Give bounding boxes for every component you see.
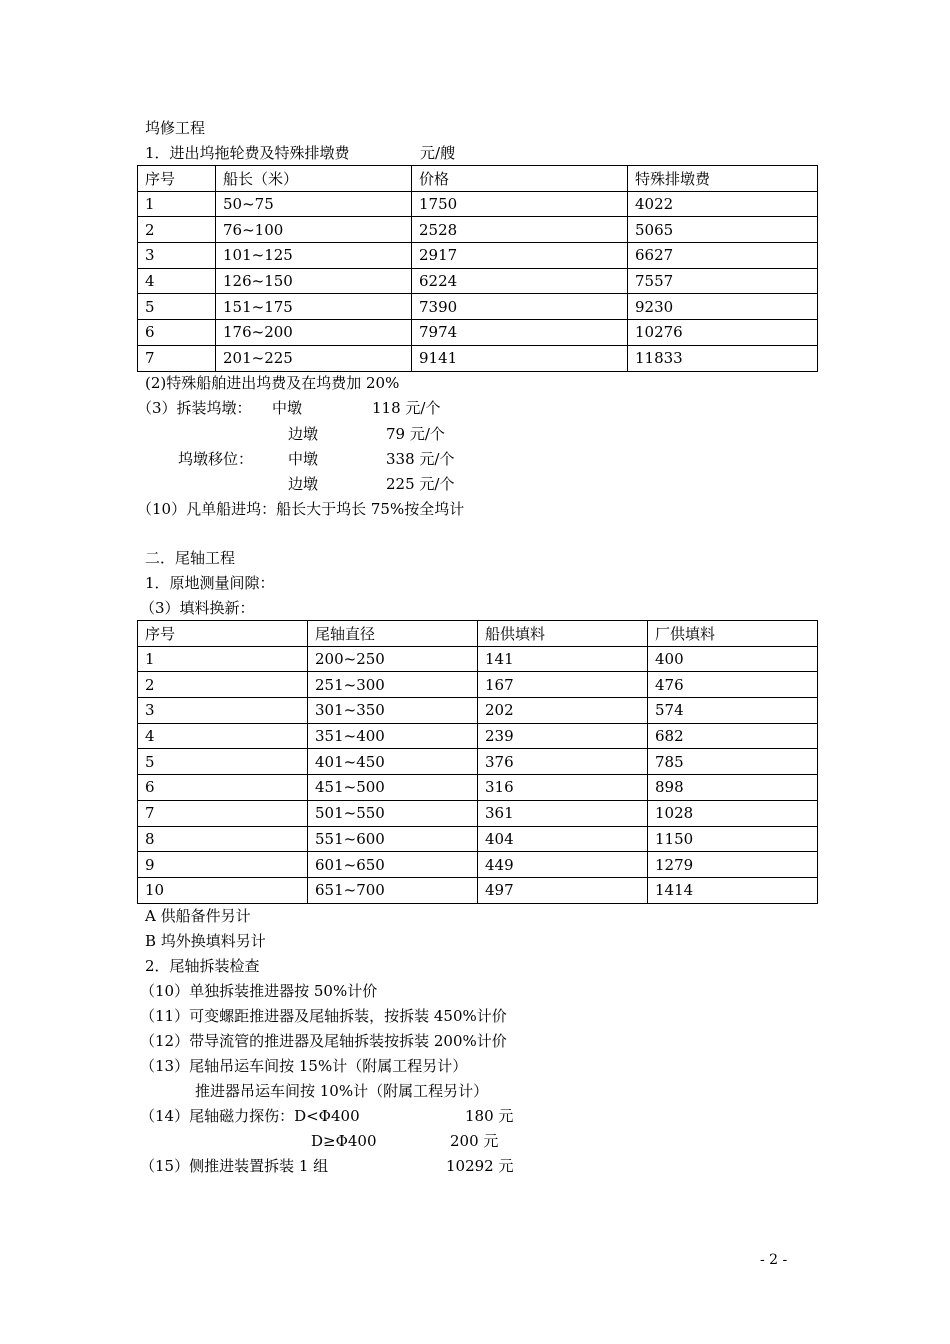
dock-fee-table-cell: 9141 bbox=[412, 345, 628, 371]
packing-table-row bbox=[138, 698, 818, 724]
packing-table-row bbox=[138, 749, 818, 775]
packing-table-header-cell: 厂供填料 bbox=[648, 621, 818, 647]
side-block-price: 79 元/个 bbox=[386, 425, 445, 443]
packing-table-cell: 449 bbox=[478, 852, 648, 878]
dock-fee-table-row bbox=[138, 345, 818, 371]
packing-table-cell: 141 bbox=[478, 646, 648, 672]
packing-table-cell: 651~700 bbox=[308, 877, 478, 903]
item2-note-10: （10）单独拆装推进器按 50%计价 bbox=[140, 982, 378, 1000]
dock-fee-table-header-cell: 价格 bbox=[412, 166, 628, 192]
dock-fee-table-header-cell: 船长（米） bbox=[216, 166, 412, 192]
dock-fee-table-cell: 11833 bbox=[628, 345, 818, 371]
packing-table-cell: 4 bbox=[138, 723, 308, 749]
note14-price1: 180 元 bbox=[465, 1107, 514, 1125]
dock-fee-table-cell: 7 bbox=[138, 345, 216, 371]
packing-table-cell: 497 bbox=[478, 877, 648, 903]
item2-note-13b: 推进器吊运车间按 10%计（附属工程另计） bbox=[195, 1082, 489, 1100]
packing-table-cell: 6 bbox=[138, 775, 308, 801]
block-move-label: 坞墩移位： bbox=[178, 450, 254, 468]
dock-fee-table-row bbox=[138, 268, 818, 294]
packing-table-cell: 2 bbox=[138, 672, 308, 698]
item2-note-12: （12）带导流管的推进器及尾轴拆装按拆装 200%计价 bbox=[140, 1032, 507, 1050]
packing-table-row bbox=[138, 826, 818, 852]
dock-fee-table-cell: 76~100 bbox=[216, 217, 412, 243]
section-heading-dock-repair: 坞修工程 bbox=[145, 119, 206, 137]
note-special-ships: (2)特殊船舶进出坞费及在坞费加 20% bbox=[145, 374, 400, 392]
dock-fee-table-cell: 201~225 bbox=[216, 345, 412, 371]
dock-fee-table-cell: 6224 bbox=[412, 268, 628, 294]
dock-fee-table-cell: 7974 bbox=[412, 320, 628, 346]
packing-table-cell: 401~450 bbox=[308, 749, 478, 775]
packing-table-row bbox=[138, 800, 818, 826]
dock-fee-table-cell: 126~150 bbox=[216, 268, 412, 294]
dock-fee-table-cell: 7390 bbox=[412, 294, 628, 320]
dock-fee-table-row bbox=[138, 320, 818, 346]
packing-table-header-cell: 序号 bbox=[138, 621, 308, 647]
note15-label: （15）侧推进装置拆装 1 组 bbox=[140, 1157, 329, 1175]
dock-fee-table-cell: 2917 bbox=[412, 243, 628, 269]
packing-table-cell: 8 bbox=[138, 826, 308, 852]
note-b: B 坞外换填料另计 bbox=[145, 932, 266, 950]
item2-note-13: （13）尾轴吊运车间按 15%计（附属工程另计） bbox=[140, 1057, 468, 1075]
mid-block-price: 118 元/个 bbox=[372, 399, 441, 417]
packing-table-cell: 361 bbox=[478, 800, 648, 826]
mid-block-label: 中墩 bbox=[272, 399, 303, 417]
dock-fee-table-header-cell: 序号 bbox=[138, 166, 216, 192]
note-a: A 供船备件另计 bbox=[145, 907, 251, 925]
packing-table-cell: 476 bbox=[648, 672, 818, 698]
dock-fee-table-row bbox=[138, 243, 818, 269]
note14-price2: 200 元 bbox=[450, 1132, 499, 1150]
packing-table-cell: 301~350 bbox=[308, 698, 478, 724]
dock-fee-table-cell: 5 bbox=[138, 294, 216, 320]
packing-table-cell: 251~300 bbox=[308, 672, 478, 698]
packing-table-cell: 351~400 bbox=[308, 723, 478, 749]
note-dock-block-label: （3）拆装坞墩： bbox=[137, 399, 252, 417]
packing-table-cell: 898 bbox=[648, 775, 818, 801]
dock-towing-fee-table bbox=[137, 165, 818, 372]
packing-table-cell: 7 bbox=[138, 800, 308, 826]
dock-fee-table-row bbox=[138, 191, 818, 217]
dock-fee-table-cell: 151~175 bbox=[216, 294, 412, 320]
item1-title: 1．进出坞拖轮费及特殊排墩费 bbox=[145, 144, 350, 162]
packing-table-cell: 200~250 bbox=[308, 646, 478, 672]
dock-fee-table-cell: 2528 bbox=[412, 217, 628, 243]
packing-table-row bbox=[138, 877, 818, 903]
dock-fee-table-cell: 6 bbox=[138, 320, 216, 346]
dock-fee-table-cell: 2 bbox=[138, 217, 216, 243]
note-full-dock: （10）凡单船进坞：船长大于坞长 75%按全坞计 bbox=[137, 500, 465, 518]
packing-table-header-cell: 尾轴直径 bbox=[308, 621, 478, 647]
dock-fee-table-cell: 4022 bbox=[628, 191, 818, 217]
packing-table-cell: 501~550 bbox=[308, 800, 478, 826]
dock-fee-table-header-cell: 特殊排墩费 bbox=[628, 166, 818, 192]
note15-price: 10292 元 bbox=[446, 1157, 514, 1175]
packing-table-cell: 400 bbox=[648, 646, 818, 672]
dock-fee-table-cell: 176~200 bbox=[216, 320, 412, 346]
packing-table-cell: 167 bbox=[478, 672, 648, 698]
packing-table-cell: 1 bbox=[138, 646, 308, 672]
dock-fee-table-cell: 3 bbox=[138, 243, 216, 269]
section-heading-tailshaft: 二．尾轴工程 bbox=[145, 549, 236, 567]
move-side-price: 225 元/个 bbox=[386, 475, 455, 493]
move-side-label: 边墩 bbox=[288, 475, 319, 493]
dock-fee-table-row bbox=[138, 294, 818, 320]
packing-table-cell: 239 bbox=[478, 723, 648, 749]
packing-table-cell: 5 bbox=[138, 749, 308, 775]
packing-table-cell: 404 bbox=[478, 826, 648, 852]
packing-table-cell: 1028 bbox=[648, 800, 818, 826]
packing-table-row bbox=[138, 852, 818, 878]
packing-table-cell: 451~500 bbox=[308, 775, 478, 801]
packing-table-cell: 10 bbox=[138, 877, 308, 903]
packing-table-row bbox=[138, 723, 818, 749]
packing-table-cell: 601~650 bbox=[308, 852, 478, 878]
packing-table-cell: 1414 bbox=[648, 877, 818, 903]
item1-unit: 元/艘 bbox=[420, 144, 456, 162]
packing-table-row bbox=[138, 775, 818, 801]
dock-fee-table-header-row bbox=[138, 166, 818, 192]
note14-cond2: D≥Φ400 bbox=[311, 1132, 377, 1150]
page-number: - 2 - bbox=[760, 1252, 788, 1268]
move-mid-label: 中墩 bbox=[288, 450, 319, 468]
item1-packing-sub: （3）填料换新： bbox=[140, 599, 255, 617]
item1-measure-title: 1．原地测量间隙： bbox=[145, 574, 275, 592]
packing-table-row bbox=[138, 646, 818, 672]
dock-fee-table-cell: 9230 bbox=[628, 294, 818, 320]
move-mid-price: 338 元/个 bbox=[386, 450, 455, 468]
packing-table-cell: 376 bbox=[478, 749, 648, 775]
packing-table-cell: 3 bbox=[138, 698, 308, 724]
dock-fee-table-row bbox=[138, 217, 818, 243]
dock-fee-table-cell: 1750 bbox=[412, 191, 628, 217]
packing-table-header-cell: 船供填料 bbox=[478, 621, 648, 647]
dock-fee-table-cell: 10276 bbox=[628, 320, 818, 346]
side-block-label: 边墩 bbox=[288, 425, 319, 443]
note14-label: （14）尾轴磁力探伤：D<Φ400 bbox=[140, 1107, 360, 1125]
packing-table-cell: 574 bbox=[648, 698, 818, 724]
packing-table-header-row bbox=[138, 621, 818, 647]
packing-table-cell: 9 bbox=[138, 852, 308, 878]
item2-title: 2．尾轴拆装检查 bbox=[145, 957, 260, 975]
dock-fee-table-cell: 6627 bbox=[628, 243, 818, 269]
packing-renewal-table bbox=[137, 620, 818, 904]
dock-fee-table-cell: 50~75 bbox=[216, 191, 412, 217]
item2-note-11: （11）可变螺距推进器及尾轴拆装，按拆装 450%计价 bbox=[140, 1007, 507, 1025]
dock-fee-table-cell: 101~125 bbox=[216, 243, 412, 269]
dock-fee-table-cell: 1 bbox=[138, 191, 216, 217]
packing-table-cell: 682 bbox=[648, 723, 818, 749]
dock-fee-table-cell: 7557 bbox=[628, 268, 818, 294]
packing-table-cell: 551~600 bbox=[308, 826, 478, 852]
dock-fee-table-cell: 4 bbox=[138, 268, 216, 294]
packing-table-cell: 316 bbox=[478, 775, 648, 801]
packing-table-cell: 202 bbox=[478, 698, 648, 724]
packing-table-cell: 1279 bbox=[648, 852, 818, 878]
dock-fee-table-cell: 5065 bbox=[628, 217, 818, 243]
packing-table-cell: 1150 bbox=[648, 826, 818, 852]
packing-table-row bbox=[138, 672, 818, 698]
packing-table-cell: 785 bbox=[648, 749, 818, 775]
